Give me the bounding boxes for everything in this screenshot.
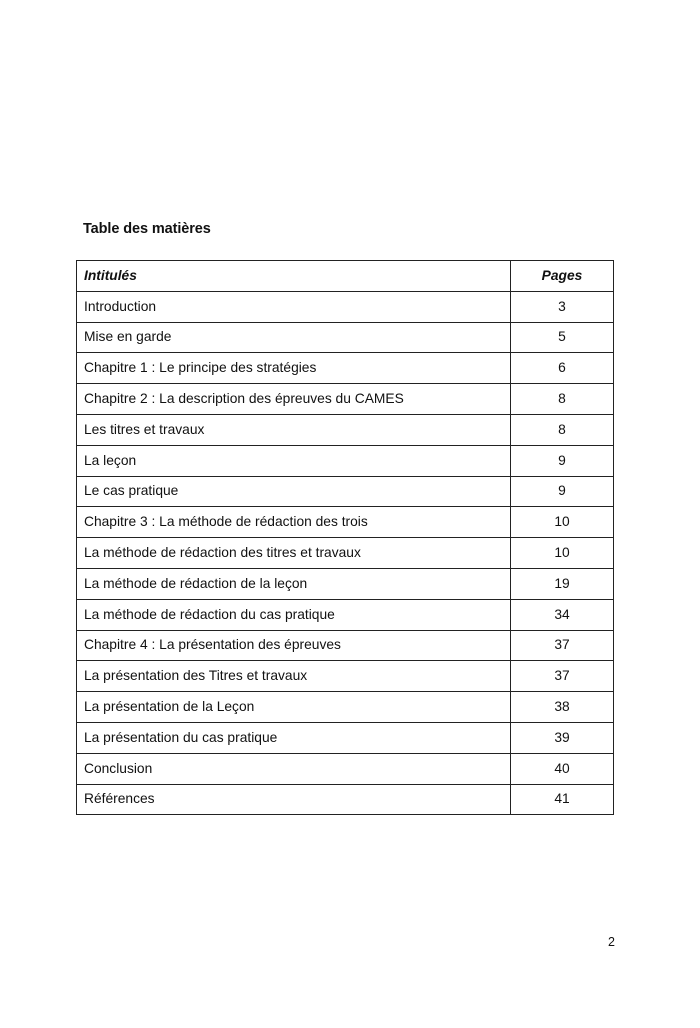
- entry-page: 6: [511, 353, 614, 384]
- entry-title: La leçon: [77, 445, 511, 476]
- table-row: [77, 353, 614, 384]
- entry-page: 38: [511, 692, 614, 723]
- table-row: [77, 291, 614, 322]
- entry-title: Le cas pratique: [77, 476, 511, 507]
- entry-title: Les titres et travaux: [77, 414, 511, 445]
- entry-page: 41: [511, 784, 614, 815]
- entry-title: Introduction: [77, 291, 511, 322]
- entry-title: La présentation de la Leçon: [77, 692, 511, 723]
- table-row: [77, 568, 614, 599]
- entry-page: 39: [511, 722, 614, 753]
- table-row: [77, 538, 614, 569]
- entry-title: La présentation du cas pratique: [77, 722, 511, 753]
- toc-table: [76, 260, 614, 815]
- entry-page: 10: [511, 538, 614, 569]
- entry-page: 19: [511, 568, 614, 599]
- toc-body: [77, 291, 614, 815]
- table-row: [77, 476, 614, 507]
- entry-page: 5: [511, 322, 614, 353]
- entry-title: La méthode de rédaction des titres et travaux: [77, 538, 511, 569]
- entry-title: La méthode de rédaction de la leçon: [77, 568, 511, 599]
- entry-title: La présentation des Titres et travaux: [77, 661, 511, 692]
- entry-page: 37: [511, 661, 614, 692]
- entry-title: Conclusion: [77, 753, 511, 784]
- table-row: [77, 322, 614, 353]
- column-header-pages: Pages: [511, 261, 614, 292]
- entry-title: Références: [77, 784, 511, 815]
- entry-page: 8: [511, 384, 614, 415]
- entry-title: Chapitre 4 : La présentation des épreuves: [77, 630, 511, 661]
- entry-title: Chapitre 1 : Le principe des stratégies: [77, 353, 511, 384]
- column-header-title: Intitulés: [77, 261, 511, 292]
- table-row: [77, 507, 614, 538]
- entry-page: 34: [511, 599, 614, 630]
- table-row: [77, 784, 614, 815]
- table-row: [77, 445, 614, 476]
- entry-page: 3: [511, 291, 614, 322]
- table-row: [77, 599, 614, 630]
- table-row: [77, 414, 614, 445]
- entry-page: 8: [511, 414, 614, 445]
- entry-page: 10: [511, 507, 614, 538]
- entry-title: La méthode de rédaction du cas pratique: [77, 599, 511, 630]
- entry-page: 40: [511, 753, 614, 784]
- table-row: [77, 630, 614, 661]
- table-row: [77, 753, 614, 784]
- table-row: [77, 692, 614, 723]
- entry-title: Mise en garde: [77, 322, 511, 353]
- table-row: [77, 384, 614, 415]
- entry-page: 37: [511, 630, 614, 661]
- entry-page: 9: [511, 476, 614, 507]
- page-number: 2: [608, 935, 615, 949]
- toc-heading: Table des matières: [83, 221, 211, 237]
- table-row: [77, 722, 614, 753]
- toc-header-row: [77, 261, 614, 292]
- entry-page: 9: [511, 445, 614, 476]
- entry-title: Chapitre 2 : La description des épreuves du CAMES: [77, 384, 511, 415]
- table-row: [77, 661, 614, 692]
- entry-title: Chapitre 3 : La méthode de rédaction des trois: [77, 507, 511, 538]
